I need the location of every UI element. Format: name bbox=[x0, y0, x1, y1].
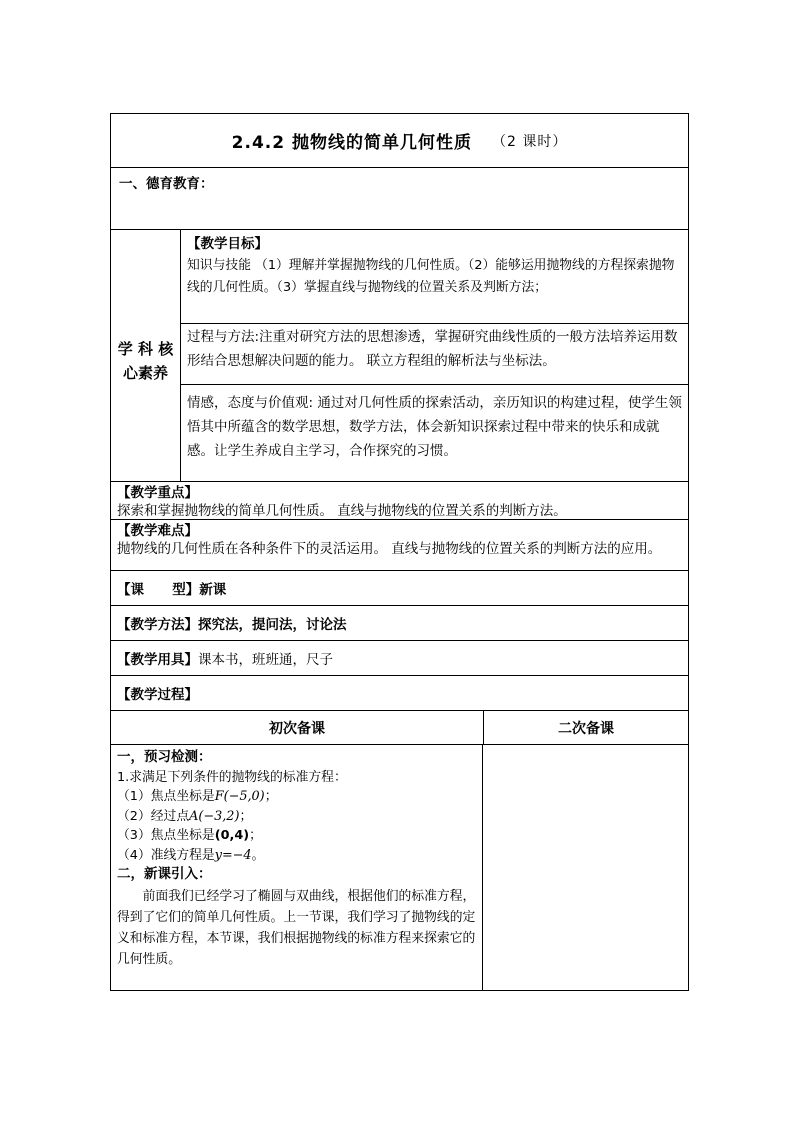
content-row bbox=[110, 745, 689, 991]
page-title: 2.4.2 抛物线的简单几何性质 bbox=[231, 133, 472, 153]
exercise-item bbox=[117, 826, 476, 846]
process-method-text: 过程与方法:注重对研究方法的思想渗透，掌握研究曲线性质的一般方法培养运用数形结合思想解决问题的能力。 联立方程组的解析法与坐标法。 bbox=[187, 328, 678, 369]
key-points-text: 探索和掌握抛物线的简单几何性质。 直线与抛物线的位置关系的判断方法。 bbox=[117, 503, 567, 519]
exercise-item bbox=[117, 787, 476, 807]
first-prep-header: 初次备课 bbox=[111, 711, 484, 744]
teaching-tools-row bbox=[110, 641, 689, 676]
exercise-item bbox=[117, 807, 476, 827]
key-points-heading: 【教学重点】 bbox=[117, 485, 198, 501]
exercise-1-math: F(−5,0) bbox=[214, 789, 265, 804]
lesson-type-row bbox=[110, 571, 689, 606]
emotion-attitude-text: 情感，态度与价值观: 通过对几何性质的探索活动，亲历知识的构建过程，使学生领悟其中所蕴含的数学思想，数学方法，体会新知识探索过程中带来的快乐和成就感。让学生养成自主学习，合作探究的习惯。 bbox=[187, 395, 682, 460]
period-count: （2 课时） bbox=[491, 133, 568, 150]
lesson-type-label: 【课 型】 bbox=[117, 582, 200, 598]
new-lesson-heading: 二，新课引入： bbox=[117, 866, 212, 882]
exercise-3-text: （3）焦点坐标是 bbox=[117, 828, 215, 843]
exercise-2-text: （2）经过点 bbox=[117, 808, 190, 824]
first-prep-content bbox=[111, 745, 483, 990]
exercise-2-math: A(−3,2) bbox=[189, 808, 240, 824]
core-literacy-row bbox=[110, 230, 689, 482]
second-prep-content bbox=[483, 745, 688, 990]
teaching-tools-value: 课本书，班班通，尺子 bbox=[198, 652, 333, 668]
second-prep-header: 二次备课 bbox=[558, 720, 614, 737]
difficulties-heading: 【教学难点】 bbox=[117, 523, 198, 539]
exercise-1-end: ； bbox=[264, 789, 278, 804]
moral-education-label: 一、德育教育： bbox=[119, 176, 214, 192]
exercise-4-text: （4）准线方程是 bbox=[117, 847, 215, 863]
process-method-cell bbox=[181, 323, 688, 385]
core-literacy-label bbox=[111, 230, 181, 481]
teaching-goals-cell bbox=[181, 230, 688, 323]
teaching-process-row bbox=[110, 676, 689, 711]
exercise-intro: 1.求满足下列条件的抛物线的标准方程： bbox=[117, 769, 347, 785]
moral-education-row bbox=[110, 168, 689, 230]
lesson-plan-table bbox=[110, 113, 689, 991]
core-label-line1: 学 科 核 bbox=[117, 339, 174, 358]
core-label-line2: 心素养 bbox=[122, 363, 168, 382]
exercise-3-end: ； bbox=[249, 828, 262, 843]
exercise-1-text: （1）焦点坐标是 bbox=[117, 789, 215, 804]
teaching-method-label: 【教学方法】 bbox=[117, 617, 198, 633]
knowledge-skills-text: 知识与技能 （1）理解并掌握抛物线的几何性质。（2）能够运用抛物线的方程探索抛物线的几何性质。（3）掌握直线与抛物线的位置关系及判断方法； bbox=[187, 258, 675, 295]
teaching-tools-label: 【教学用具】 bbox=[117, 652, 198, 668]
exercise-4-math: y=−4 bbox=[214, 847, 252, 863]
exercise-4-end: 。 bbox=[251, 847, 265, 863]
preview-check-heading: 一，预习检测： bbox=[117, 749, 212, 765]
intro-paragraph: 前面我们已经学习了椭圆与双曲线，根据他们的标准方程，得到了它们的简单几何性质。上一节课，我们学习了抛物线的定义和标准方程，本节课，我们根据抛物线的标准方程来探索它的几何性质。 bbox=[117, 888, 476, 967]
key-points-row bbox=[110, 482, 689, 520]
emotion-attitude-cell bbox=[181, 384, 688, 481]
exercise-2-end: ； bbox=[239, 808, 253, 824]
difficulties-row bbox=[110, 520, 689, 571]
title-row bbox=[110, 113, 689, 168]
teaching-method-value: 探究法，提问法，讨论法 bbox=[198, 617, 347, 633]
exercise-3-math: (0,4) bbox=[214, 828, 250, 843]
column-header-row bbox=[110, 711, 689, 745]
core-literacy-body bbox=[181, 230, 688, 481]
teaching-method-row bbox=[110, 606, 689, 641]
lesson-type-value: 新课 bbox=[199, 582, 227, 598]
teaching-goals-heading: 【教学目标】 bbox=[187, 236, 268, 252]
difficulties-text: 抛物线的几何性质在各种条件下的灵活运用。 直线与抛物线的位置关系的判断方法的应用。 bbox=[117, 541, 662, 557]
teaching-process-label: 【教学过程】 bbox=[117, 687, 198, 703]
exercise-item bbox=[117, 846, 476, 866]
